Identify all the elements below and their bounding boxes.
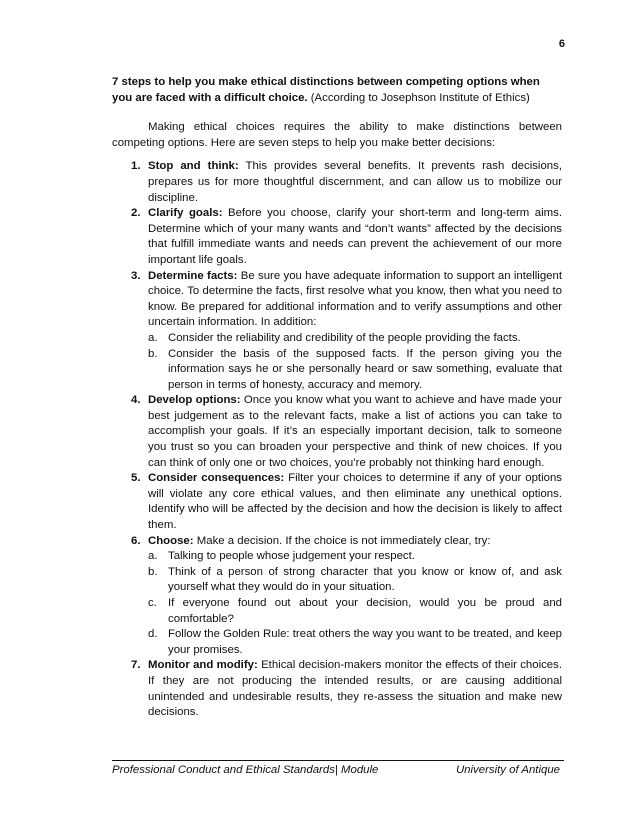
sub-item-letter: a. [148, 550, 158, 563]
footer-institution: University of Antique [455, 764, 560, 776]
step-number: 6. [131, 534, 141, 547]
sub-item-text: Think of a person of strong character that you know or know of, and ask yourself what they would do in your situation. [168, 565, 562, 594]
sub-item [148, 627, 562, 658]
step-text: Make a decision. If the choice is not immediately clear, try: [193, 534, 491, 547]
step-item [112, 658, 562, 720]
step-number: 3. [131, 269, 141, 282]
sub-item [148, 565, 562, 596]
step-title: Determine facts: [148, 269, 238, 282]
footer-divider [112, 760, 564, 761]
sub-item-text: Talking to people whose judgement your respect. [168, 550, 415, 563]
sub-item-text: Consider the basis of the supposed facts. If the person giving you the information says he or she personally heard or saw something, evaluate that person in terms of honesty, accuracy and memory. [168, 347, 562, 391]
page-number: 6 [558, 38, 565, 50]
step-item [112, 269, 562, 394]
step-number: 7. [131, 659, 141, 672]
step-item [112, 393, 562, 471]
sub-item-letter: a. [148, 331, 158, 344]
step-title: Choose: [148, 534, 194, 547]
step-title: Consider consequences: [148, 472, 285, 485]
step-item [112, 159, 562, 206]
sub-list [148, 549, 562, 658]
sub-item-letter: b. [148, 565, 158, 578]
sub-item-letter: d. [148, 628, 158, 641]
step-number: 5. [131, 472, 141, 485]
sub-item-letter: c. [148, 597, 157, 609]
step-text: Once you know what you want to achieve and have made your best judgement as to the relevant facts, make a list of actions you can take to accomplish your goals. If it’s an especially important decision, talk to someone you trust so you can broaden your perspective and think of new choices. If you can think of only one or two choices, you’re probably not thinking hard enough. [148, 394, 562, 469]
step-text: Ethical decision-makers monitor the effects of their choices. If they are not producing the intended results, or are causing additional unintended and undesirable results, they re-assess the situation and make new decisions. [148, 659, 562, 719]
footer-module-title: Professional Conduct and Ethical Standards| Module [112, 764, 379, 776]
step-text: Filter your choices to determine if any of your options will violate any core ethical values, and then eliminate any unethical options. Identify who will be affected by the decision and how the decision is likely to affect them. [148, 472, 562, 532]
step-item [112, 534, 562, 659]
heading-source: (According to Josephson Institute of Ethics) [307, 91, 530, 104]
step-title: Stop and think: [148, 160, 239, 173]
step-item [112, 471, 562, 533]
sub-item-text: Consider the reliability and credibility of the people providing the facts. [168, 331, 521, 344]
sub-item [148, 331, 562, 347]
step-item [112, 206, 562, 268]
sub-item-text: Follow the Golden Rule: treat others the way you want to be treated, and keep your promises. [168, 628, 562, 656]
sub-item [148, 549, 562, 565]
step-title: Monitor and modify: [148, 659, 258, 672]
document-body [112, 75, 562, 721]
step-number: 2. [131, 207, 141, 220]
sub-item-letter: b. [148, 347, 158, 360]
sub-item [148, 596, 562, 627]
step-title: Develop options: [148, 394, 241, 407]
sub-item-text: If everyone found out about your decision, would you be proud and comfortable? [168, 597, 562, 625]
step-number: 4. [131, 394, 141, 407]
sub-item [148, 347, 562, 394]
step-title: Clarify goals: [148, 207, 223, 220]
step-text: Before you choose, clarify your short-term and long-term aims. Determine which of your many wants and “don’t wants” affected by the decisions that fulfill immediate wants and needs can prevent the achievement of our more important life goals. [148, 207, 562, 266]
heading-bold: 7 steps to help you make ethical distinctions between competing options when you are faced with a difficult choice. [112, 76, 540, 104]
section-heading [112, 75, 562, 106]
step-text: Be sure you have adequate information to support an intelligent choice. To determine the facts, first resolve what you know, then what you need to know. Be prepared for additional information and to verify assumptions and other uncertain information. In addition: [148, 269, 562, 329]
step-text: This provides several benefits. It prevents rash decisions, prepares us for more thoughtful discernment, and can allow us to mobilize our discipline. [148, 160, 562, 204]
step-number: 1. [131, 160, 141, 173]
intro-paragraph: Making ethical choices requires the ability to make distinctions between competing options. Here are seven steps to help you make better decisions: [112, 121, 562, 149]
steps-list [112, 159, 562, 720]
sub-list [148, 331, 562, 393]
